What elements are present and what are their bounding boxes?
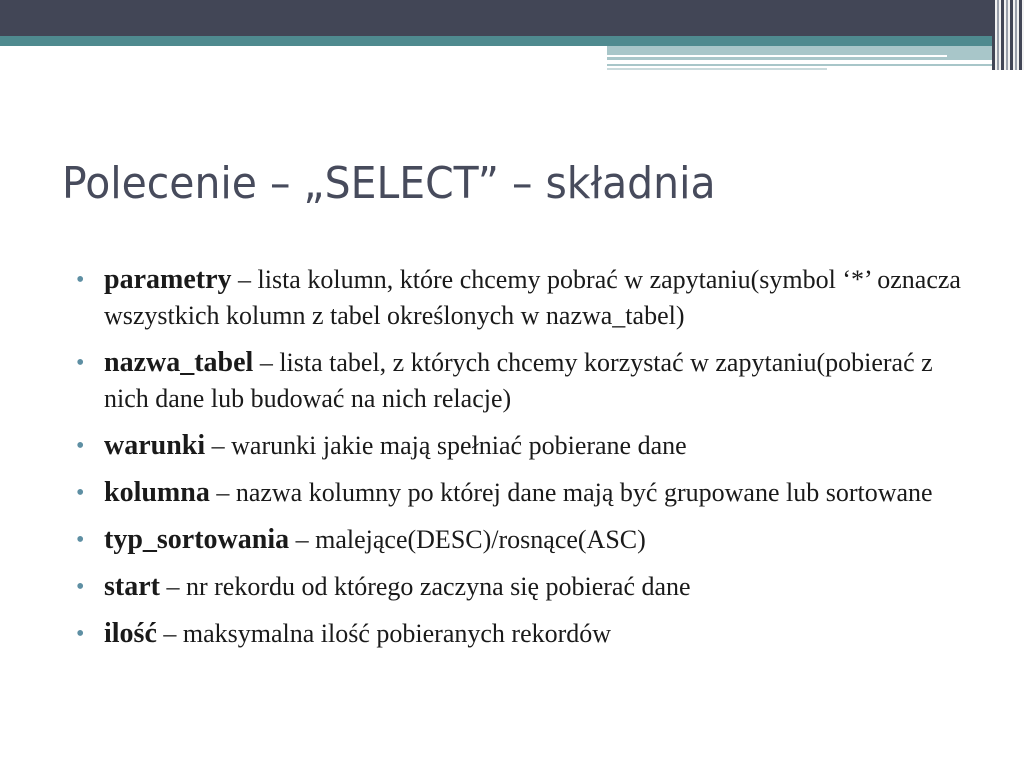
bullet-list [76,262,976,663]
item-term: ilość [104,618,157,649]
bullet-icon: • [76,267,85,293]
item-description: – lista kolumn, które chcemy pobrać w zapytaniu(symbol ‘*’ oznacza wszystkich kolumn z tabel określonych w nazwa_tabel) [104,265,961,330]
slide-title: Polecenie – „SELECT” – składnia [62,158,716,209]
item-term: typ_sortowania [104,524,290,555]
list-item [76,428,976,464]
bullet-icon: • [76,527,85,553]
bullet-icon: • [76,480,85,506]
list-item [76,475,976,511]
bullet-icon: • [76,621,85,647]
item-term: start [104,571,160,602]
item-description: – nazwa kolumny po której dane mają być grupowane lub sortowane [209,478,933,507]
list-item [76,262,976,334]
item-description: – warunki jakie mają spełniać pobierane dane [205,431,687,460]
list-item [76,345,976,417]
header-dark-bar [0,0,1024,36]
list-item [76,616,976,652]
header-line [607,55,947,57]
bullet-icon: • [76,350,85,376]
header-line [607,64,1000,66]
bullet-icon: • [76,433,85,459]
header-line [607,68,827,70]
item-term: warunki [104,430,206,461]
header-stripes [992,0,1024,70]
bullet-icon: • [76,574,85,600]
item-term: nazwa_tabel [104,347,254,378]
item-description: – maksymalna ilość pobieranych rekordów [156,619,612,648]
header-light-band [607,46,1000,60]
item-description: – lista tabel, z których chcemy korzystać w zapytaniu(pobierać z nich dane lub budować na nich relacje) [104,348,933,413]
item-term: kolumna [104,477,210,508]
item-description: – malejące(DESC)/rosnące(ASC) [289,525,646,554]
item-description: – nr rekordu od którego zaczyna się pobierać dane [159,572,691,601]
header-teal-band [0,36,1000,46]
list-item [76,569,976,605]
item-term: parametry [104,264,232,295]
list-item [76,522,976,558]
